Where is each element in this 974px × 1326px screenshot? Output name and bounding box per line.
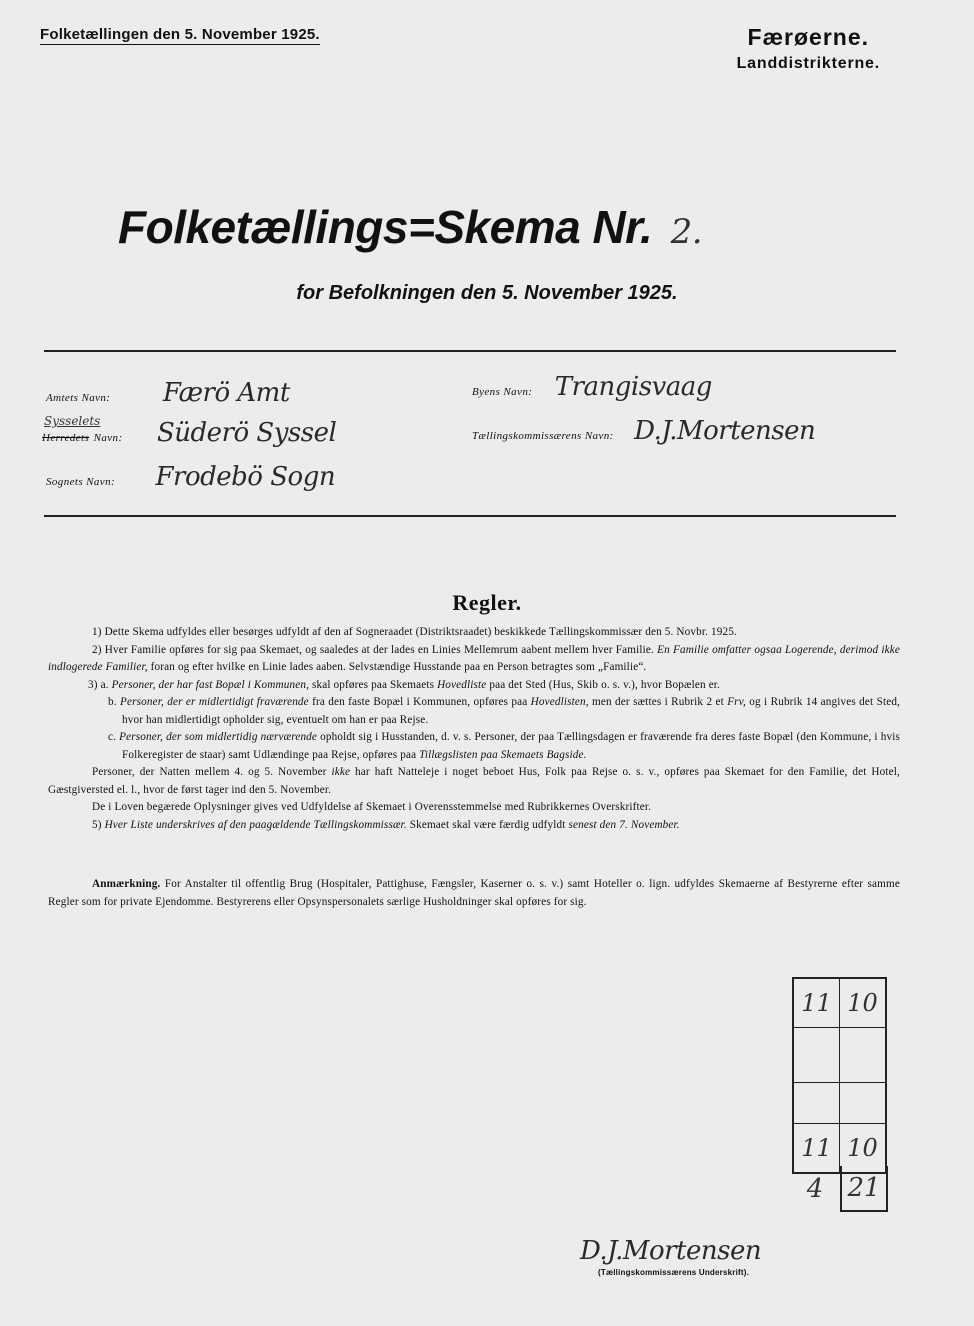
rule-3a-italic2: Hovedliste <box>437 678 487 691</box>
form-title-text: Folketællings=Skema Nr. <box>118 201 653 253</box>
rule-3b-prefix: b. <box>108 696 117 708</box>
rule-6-mid: Skemaet skal være færdig udfyldt <box>409 818 566 831</box>
sysselets-label: Sysselets <box>44 414 101 428</box>
sogn-field <box>46 462 335 492</box>
rule-2-text: 2) Hver Familie opføres for sig paa Skemaet, og saaledes at der lades en Linies Mellemrum aabent mellem hver Familie. <box>92 643 654 656</box>
rule-4 <box>48 764 900 799</box>
tally-cell <box>793 1083 840 1124</box>
tally-cell: 11 <box>793 978 840 1028</box>
rule-3a-mid: skal opføres paa Skemaets <box>311 678 435 691</box>
by-field <box>472 372 712 402</box>
rule-2-italic: En Familie omfatter ogsaa Logerende, derimod ikke indlogerede Familier, <box>48 643 900 673</box>
tally-cell: 11 <box>793 1124 840 1174</box>
district-name: Landdistrikterne. <box>736 55 880 72</box>
form-title <box>118 200 702 254</box>
rule-5: De i Loven begærede Oplysninger gives ved Udfyldelse af Skemaet i Overensstemmelse med Rubrikkernes Overskrifter. <box>92 801 652 813</box>
rule-6-italic2: senest den 7. November. <box>568 818 680 831</box>
note-paragraph <box>48 876 900 911</box>
rule-3b-italic: Personer, der er midlertidigt fraværende <box>120 696 309 708</box>
kommissaer-label: Tællingskommissærens Navn: <box>472 430 614 442</box>
rule-6-italic: Hver Liste underskrives af den paagældende Tællingskommissær. <box>104 818 407 831</box>
tally-cell: 10 <box>840 978 887 1028</box>
region-name: Færøerne. <box>747 24 870 50</box>
rule-3a-end: paa det Sted (Hus, Skib o. s. v.), hvor Bopælen er. <box>489 678 721 691</box>
tally-row <box>793 1083 886 1124</box>
rule-3c-mid: opholdt sig i Husstanden, d. v. s. Personer, der paa Tællingsdagen er fraværende fra deres faste Bopæl (den Kommune, i hvis Folkeregister de staar) samt Udlændinge paa Rejse, opføres paa <box>122 731 900 761</box>
sogn-label: Sognets Navn: <box>46 476 116 488</box>
rule-3b-italic2: Hovedlisten, <box>530 696 589 708</box>
divider-bottom <box>44 515 896 517</box>
herredets-label-struck: Herredets <box>42 432 90 444</box>
rule-3c-italic2: Tillægslisten paa Skemaets Bagside. <box>419 748 587 761</box>
tally-cell: 10 <box>840 1124 887 1174</box>
tally-cell <box>840 1028 887 1083</box>
rule-3b-mid: fra den faste Bopæl i Kommunen, opføres paa <box>312 696 528 708</box>
rule-2-end: foran og efter hvilke en Linie lades aaben. Selvstændige Husstande paa en Person betragtes som „Familie“. <box>150 661 647 673</box>
rule-4-italic: ikke <box>331 766 351 778</box>
rule-4-text: Personer, der Natten mellem 4. og 5. November <box>92 766 327 778</box>
tally-total-c1: 4 <box>806 1174 824 1204</box>
rule-6 <box>48 817 900 835</box>
signature-caption: (Tællingskommissærens Underskrift). <box>598 1268 750 1277</box>
kommissaer-field <box>472 416 815 446</box>
rule-1: 1) Dette Skema udfyldes eller besørges udfyldt af den af Sogneraadet (Distriktsraadet) beskikkede Tællingskommissær den 5. Novbr. 1925. <box>92 626 737 638</box>
amt-value: Færö Amt <box>162 378 290 408</box>
tally-total-c2: 21 <box>840 1166 888 1212</box>
rule-3a-italic: Personer, der har fast Bopæl i Kommunen, <box>111 678 310 691</box>
rule-2 <box>48 642 900 677</box>
rule-3a <box>48 677 900 695</box>
rule-3c <box>48 729 900 764</box>
amt-label: Amtets Navn: <box>46 392 111 404</box>
rule-3b-end: og i Rubrik 14 angives det Sted, hvor han midlertidigt opholder sig, eventuelt om han er paa Rejse. <box>122 696 901 726</box>
note-lead: Anmærkning. <box>92 878 161 890</box>
note-text: For Anstalter til offentlig Brug (Hospitaler, Pattighuse, Fængsler, Kaserner o. s. v.) samt Hoteller o. lign. udfyldes Skemaerne af Bestyrerne efter samme Regler som for private Ejendomme. Bestyrerens eller Opsynspersonalets særlige Husholdninger skal opføres for sig. <box>48 878 900 908</box>
rule-3c-italic: Personer, der som midlertidig nærværende <box>119 731 318 743</box>
herred-navn-label: Navn: <box>93 432 123 444</box>
herred-value: Süderö Syssel <box>156 418 337 448</box>
rule-3a-prefix: 3) a. <box>88 678 109 691</box>
rule-6-prefix: 5) <box>92 818 102 831</box>
divider-top <box>44 350 896 352</box>
herred-field <box>42 418 336 448</box>
form-number: 2. <box>670 212 703 252</box>
rule-3b-italic3: Frv, <box>727 696 746 708</box>
tally-table <box>792 977 887 1174</box>
amt-field <box>46 378 290 408</box>
rule-3b-mid2: men der sættes i Rubrik 2 et <box>592 696 724 708</box>
tally-row <box>793 1028 886 1083</box>
census-date-header: Folketællingen den 5. November 1925. <box>40 26 320 43</box>
rule-3b <box>48 694 900 729</box>
rules-list <box>48 624 900 834</box>
rule-4-end: har haft Natteleje i noget beboet Hus, Folk paa Rejse o. s. v., opføres paa Skemaet for den Familie, det Hotel, Gæstgiversted el. l., hvor de først tager ind den 5. November. <box>48 766 900 796</box>
by-value: Trangisvaag <box>554 372 712 402</box>
sogn-value: Frodebö Sogn <box>155 462 336 492</box>
tally-cell <box>840 1083 887 1124</box>
rules-heading: Regler. <box>452 590 522 615</box>
signature: D.J.Mortensen <box>580 1236 762 1266</box>
by-label: Byens Navn: <box>472 386 533 398</box>
form-subtitle: for Befolkningen den 5. November 1925. <box>296 282 678 304</box>
rule-3c-prefix: c. <box>108 731 117 743</box>
tally-cell <box>793 1028 840 1083</box>
region-header <box>737 24 880 73</box>
kommissaer-value: D.J.Mortensen <box>634 416 816 446</box>
tally-row <box>793 978 886 1028</box>
